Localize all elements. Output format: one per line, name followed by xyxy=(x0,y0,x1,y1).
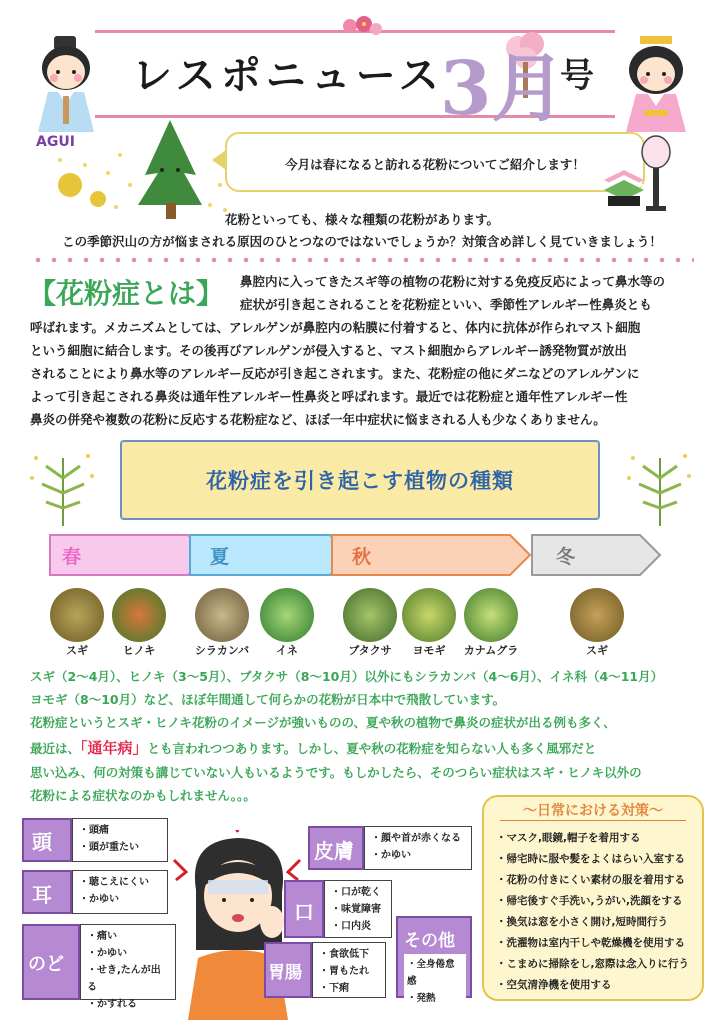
symptom-item: ・味覚障害 xyxy=(331,904,381,915)
symptom-other-details xyxy=(404,954,466,1009)
season-info-line: 思い込み、何の対策も講じていない人もいるようです。もしかしたら、そのつらい症状はスギ・ヒノキ以外の xyxy=(30,765,642,780)
plant-image-shirakanba xyxy=(195,588,249,642)
plant-label: ブタクサ xyxy=(348,644,392,657)
plant-image-sugi-winter xyxy=(570,588,624,642)
plant-label: ヒノキ xyxy=(122,644,156,657)
countermeasure-item: ・マスク,眼鏡,帽子を着用する xyxy=(496,832,641,844)
symptom-ear-label: 耳 xyxy=(32,883,52,907)
plum-blossom-icon xyxy=(330,14,390,44)
symptom-item: ・かゆい xyxy=(87,948,127,959)
symptom-item: ・口が乾く xyxy=(331,887,381,898)
grass-sprig-right-icon xyxy=(625,448,695,528)
symptom-item: ・かゆい xyxy=(79,894,119,905)
countermeasure-item: ・こまめに掃除をし,窓際は念入りに行う xyxy=(496,958,689,970)
plant-label: シラカンバ xyxy=(194,644,250,657)
body-line: よって引き起こされる鼻炎は通年性アレルギー性鼻炎と呼ばれます。最近では花粉症と通年性アレルギー性 xyxy=(30,389,628,404)
symptom-item: ・痛い xyxy=(87,931,117,942)
symptom-throat-details xyxy=(80,924,176,1010)
pollen-cedar-icon xyxy=(50,115,230,220)
speech-bubble-text: 今月は春になると訪れる花粉についてご紹介します！ xyxy=(285,157,585,172)
season-arrow-winter xyxy=(532,535,660,575)
plant-label: ヨモギ xyxy=(412,644,446,657)
symptom-item: ・かすれる xyxy=(87,999,137,1010)
plant-image-kanamugura xyxy=(464,588,518,642)
countermeasure-item: ・花粉の付きにくい素材の服を着用する xyxy=(496,874,685,886)
symptom-ear-details xyxy=(72,870,168,914)
grass-sprig-left-icon xyxy=(28,448,98,528)
plant-label: スギ xyxy=(586,644,608,657)
symptom-mouth-label: 口 xyxy=(294,900,314,924)
season-label-spring: 春 xyxy=(62,546,82,568)
issue-month: 3月 xyxy=(440,46,566,132)
plant-image-sugi xyxy=(50,588,104,642)
countermeasures-underline xyxy=(500,820,686,821)
symptom-item: ・発熱 xyxy=(407,993,436,1004)
empress-doll-icon xyxy=(618,34,694,134)
highlight-year-round-disease: 「通年病」 xyxy=(80,739,148,757)
symptom-stomach-label: 胃腸 xyxy=(268,963,302,983)
symptom-item: ・頭痛 xyxy=(79,825,109,836)
symptom-item: ・下痢 xyxy=(319,983,349,994)
body-line: 鼻炎の併発や複数の花粉に反応する花粉症など、ほぼ一年中症状に悩まされる人も少なくありません。 xyxy=(30,412,606,427)
dotted-divider xyxy=(30,256,694,264)
issue-suffix: 号 xyxy=(560,56,594,96)
plant-label: カナムグラ xyxy=(463,644,519,657)
symptom-skin-label: 皮膚 xyxy=(314,839,354,863)
season-info-line: ヨモギ（8～10月）など、ほぼ年間通して何らかの花粉が日本中で飛散しています。 xyxy=(30,692,506,707)
body-line: 症状が引き起こされることを花粉症といい、季節性アレルギー性鼻炎とも xyxy=(240,297,652,312)
symptom-other-label: その他 xyxy=(404,931,455,951)
plant-image-hinoki xyxy=(112,588,166,642)
plant-image-butakusa xyxy=(343,588,397,642)
plant-image-ine xyxy=(260,588,314,642)
text-segment: とも言われつつあります。しかし、夏や秋の花粉症を知らない人も多く風邪だと xyxy=(147,741,597,756)
season-label-summer: 夏 xyxy=(210,546,230,568)
intro-line-1: 花粉といっても、様々な種類の花粉があります。 xyxy=(224,212,499,227)
newsletter-title: レスポニュース xyxy=(132,53,444,99)
symptom-item: ・全身倦怠感 xyxy=(407,959,455,987)
symptom-mouth-details xyxy=(324,880,392,938)
speech-bubble-tail xyxy=(212,150,226,170)
body-line: という細胞に結合します。その後再びアレルゲンが侵入すると、マスト細胞からアレルギー誘発物質が放出 xyxy=(30,343,627,358)
plant-label: イネ xyxy=(276,644,298,657)
symptom-throat-label: のど xyxy=(28,954,64,975)
symptom-head-label: 頭 xyxy=(32,830,52,854)
symptom-item: ・かゆい xyxy=(371,850,411,861)
countermeasure-item: ・換気は窓を小さく開け,短時間行う xyxy=(496,916,668,928)
symptom-item: ・聴こえにくい xyxy=(79,877,149,888)
symptom-item: ・口内炎 xyxy=(331,921,371,932)
symptom-skin-details xyxy=(364,826,472,870)
countermeasures-title: ～日常における対策～ xyxy=(523,803,663,819)
plant-image-yomogi xyxy=(402,588,456,642)
countermeasure-item: ・帰宅時に服や髪をよくはらい入室する xyxy=(496,853,685,865)
countermeasure-item: ・空気清浄機を使用する xyxy=(496,979,612,991)
symptom-stomach-details xyxy=(312,942,386,998)
season-info-line: 花粉による症状なのかもしれません。。。 xyxy=(30,788,256,803)
lantern-hishimochi-icon xyxy=(598,130,678,212)
season-info-line xyxy=(30,737,596,761)
symptom-item: ・胃もたれ xyxy=(319,966,369,977)
body-line: されることにより鼻水等のアレルギー反応が引き起こされます。また、花粉症の他にダニなどのアレルゲンに xyxy=(30,366,640,381)
section-heading-hayfever: 【花粉症とは】 xyxy=(28,277,225,310)
plant-types-banner-text: 花粉症を引き起こす植物の種類 xyxy=(206,469,514,493)
countermeasure-item: ・帰宅後すぐ手洗い,うがい,洗顔をする xyxy=(496,895,683,907)
symptom-item: ・せき,たんが出る xyxy=(87,965,161,993)
intro-line-2: この季節沢山の方が悩まされる原因のひとつなのではないでしょうか？対策含め詳しく見ていきましょう！ xyxy=(62,234,662,249)
author-name: AGUI xyxy=(36,134,75,150)
body-line: 呼ばれます。メカニズムとしては、アレルゲンが鼻腔内の粘膜に付着すると、体内に抗体が作られマスト細胞 xyxy=(30,320,641,335)
symptom-item: ・顔や首が赤くなる xyxy=(371,833,461,844)
text-segment: 最近は、 xyxy=(30,741,81,756)
season-info-line: スギ（2～4月）、ヒノキ（3～5月）、ブタクサ（8～10月）以外にもシラカンバ（4～6月）、イネ科（4～11月） xyxy=(30,669,664,684)
plant-label: スギ xyxy=(66,644,88,657)
season-info-line: 花粉症というとスギ・ヒノキ花粉のイメージが強いものの、夏や秋の植物で鼻炎の症状が出る例も多く、 xyxy=(30,715,616,730)
season-label-autumn: 秋 xyxy=(352,546,372,568)
countermeasure-item: ・洗濯物は室内干しや乾燥機を使用する xyxy=(496,937,685,949)
season-label-winter: 冬 xyxy=(556,546,576,568)
body-line: 鼻腔内に入ってきたスギ等の植物の花粉に対する免疫反応によって鼻水等の xyxy=(240,274,666,289)
symptom-item: ・食欲低下 xyxy=(319,949,369,960)
symptom-head-details xyxy=(72,818,168,862)
symptom-item: ・頭が重たい xyxy=(79,842,139,853)
